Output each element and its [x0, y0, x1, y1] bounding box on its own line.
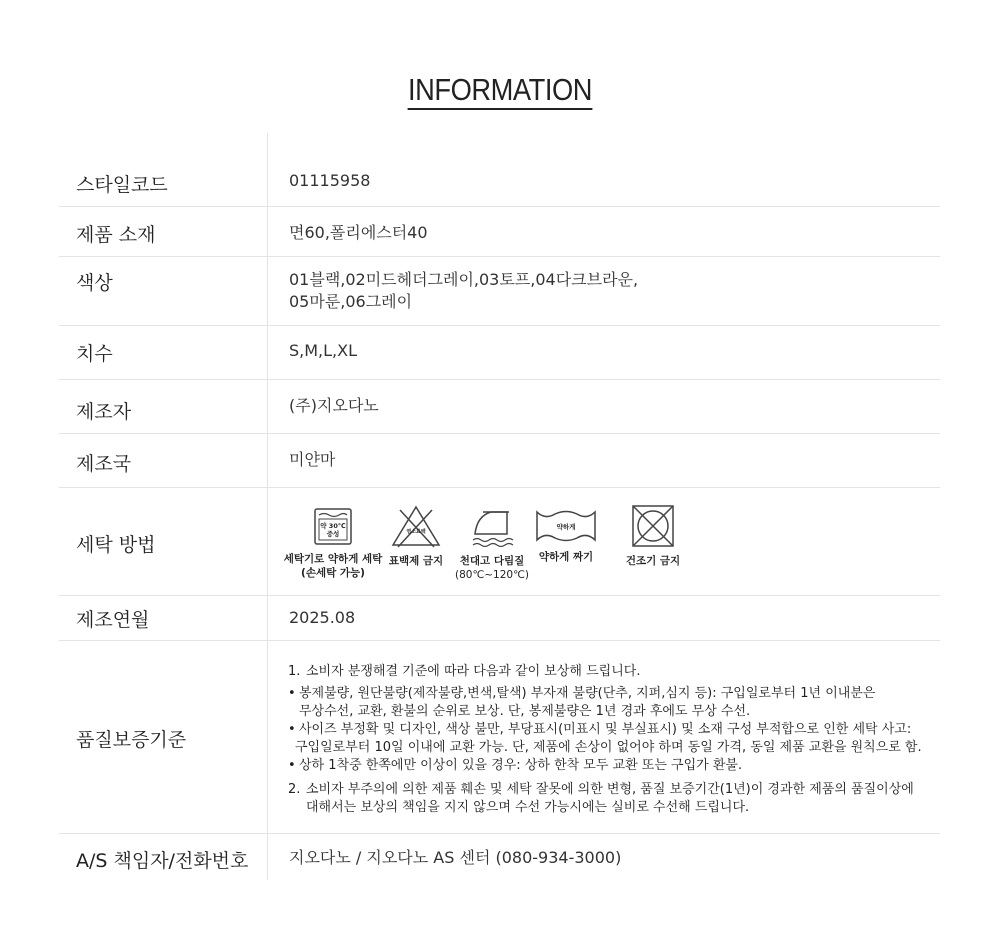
caption-dryer-1: 건조기 금지: [625, 555, 681, 567]
section-title: INFORMATION: [60, 72, 940, 108]
label-as: A/S 책임자/전화번호: [76, 850, 249, 872]
wash-item-iron: [454, 508, 530, 582]
wash-item-machine: [282, 508, 384, 582]
caption-bleach-1: 표백제 금지: [388, 555, 444, 567]
svg-text:염소표백: 염소표백: [406, 529, 426, 535]
label-maker: 제조자: [76, 401, 132, 423]
washing-tub-icon: [313, 508, 353, 546]
wring-gently-icon: [535, 508, 597, 544]
no-tumble-dry-icon: [631, 504, 675, 548]
label-color: 색상: [76, 272, 113, 294]
value-color-line2: 05마룬,06그레이: [289, 292, 413, 311]
quality-bullet-2-line1: 사이즈 부정확 및 디자인, 색상 불만, 부당표시(미표시 및 부실표시) 및 소재 구성 부적합으로 인한 세탁 사고:: [299, 722, 912, 737]
row-as: [59, 834, 940, 880]
label-washing: 세탁 방법: [76, 534, 156, 556]
svg-text:중성: 중성: [326, 530, 340, 538]
caption-iron-1: 천대고 다림질: [459, 555, 525, 567]
value-maker: (주)지오다노: [289, 396, 379, 415]
iron-icon: [469, 504, 515, 548]
row-color: [59, 257, 940, 326]
value-date: 2025.08: [289, 608, 356, 627]
value-color-line1: 01블랙,02미드헤더그레이,03토프,04다크브라운,: [289, 270, 639, 289]
value-style-code: 01115958: [289, 171, 371, 190]
label-quality: 품질보증기준: [76, 729, 187, 751]
label-style-code: 스타일코드: [76, 174, 168, 196]
row-date: [59, 596, 940, 641]
information-table: [59, 133, 940, 880]
caption-machine-1: 세탁기로 약하게 세탁: [283, 553, 383, 565]
value-as: 지오다노 / 지오다노 AS 센터 (080-934-3000): [289, 848, 622, 867]
label-size: 치수: [76, 343, 113, 365]
caption-iron-2: (80℃~120℃): [455, 569, 529, 581]
value-material: 면60,폴리에스터40: [289, 223, 428, 242]
quality-item-2-line2: 대해서는 보상의 책임을 지지 않으며 수선 가능시에는 실비로 수선해 드립니다.: [306, 800, 750, 815]
wash-item-dryer: [615, 508, 691, 582]
quality-bullet-1-line2: 무상수선, 교환, 환불의 순위로 보상. 단, 봉제불량은 1년 경과 후에도 무상 수선.: [299, 704, 751, 719]
value-size: S,M,L,XL: [289, 341, 358, 360]
quality-bullet-1-line1: 봉제불량, 원단불량(제작불량,변색,탈색) 부자재 불량(단추, 지퍼,심지 등): 구입일로부터 1년 이내분은: [299, 686, 876, 701]
row-maker: [59, 380, 940, 434]
row-country: [59, 434, 940, 488]
caption-machine-2: (손세탁 가능): [301, 567, 365, 579]
quality-text: 1. 소비자 분쟁해결 기준에 따라 다음과 같이 보상해 드립니다. • 봉제불량, 원단불량(제작불량,변색,탈색) 부자재 불량(단추, 지퍼,심지 등): 구입일로부터 1년 이내분은 무상수선, 교환, 환불의 순위로 보상. 단, 봉제불량은 1년 경과 후에도 무상 수선. • 사이즈 부정확 및 디자인, 색상 불만, 부당표시(미표시 및 부실표시) 및 소재 구성 부적합으로 인한 세탁 사고: 구입일로부터 10일 이내에 교환 가능. 단, 제품에 손상이 없어야 하며 동일 가격, 동일 제품 교환을 원칙으로 함. • 상하 1착중 한쪽에만 이상이 있을 경우: 상하 한착 모두 교환 또는 구입가 환불. 2. 소비자 부주의에 의한 제품 훼손 및 세탁 잘못에 의한 변형, 품질 보증기간(1년)이 경과한 제품의 품질이상에 대해서는 보상의 책임을 지지 않으며 수선 가능시에는 실비로 수선해 드립니다.: [288, 664, 922, 815]
row-size: [59, 326, 940, 380]
row-quality: [59, 641, 940, 834]
label-material: 제품 소재: [76, 224, 156, 246]
washing-icons: [282, 508, 691, 582]
row-style-code: [59, 133, 940, 207]
svg-text:약하게: 약하게: [556, 523, 576, 531]
row-washing: [59, 488, 940, 596]
quality-bullet-3-line1: 상하 1착중 한쪽에만 이상이 있을 경우: 상하 한착 모두 교환 또는 구입가 환불.: [299, 758, 743, 773]
value-country: 미얀마: [289, 450, 336, 469]
quality-bullet-2-line2: 구입일로부터 10일 이내에 교환 가능. 단, 제품에 손상이 없어야 하며 동일 가격, 동일 제품 교환을 원칙으로 함.: [295, 740, 922, 755]
quality-item-1: 소비자 분쟁해결 기준에 따라 다음과 같이 보상해 드립니다.: [306, 664, 641, 679]
svg-text:약 30℃: 약 30℃: [320, 522, 346, 530]
caption-wring-1: 약하게 짜기: [538, 551, 594, 563]
quality-item-2-line1: 소비자 부주의에 의한 제품 훼손 및 세탁 잘못에 의한 변형, 품질 보증기간(1년)이 경과한 제품의 품질이상에: [306, 782, 914, 797]
label-country: 제조국: [76, 453, 132, 475]
row-material: [59, 207, 940, 257]
label-date: 제조연월: [76, 609, 150, 631]
no-bleach-icon: [390, 504, 442, 548]
wash-item-bleach: [386, 508, 446, 582]
wash-item-wring: [530, 508, 602, 582]
